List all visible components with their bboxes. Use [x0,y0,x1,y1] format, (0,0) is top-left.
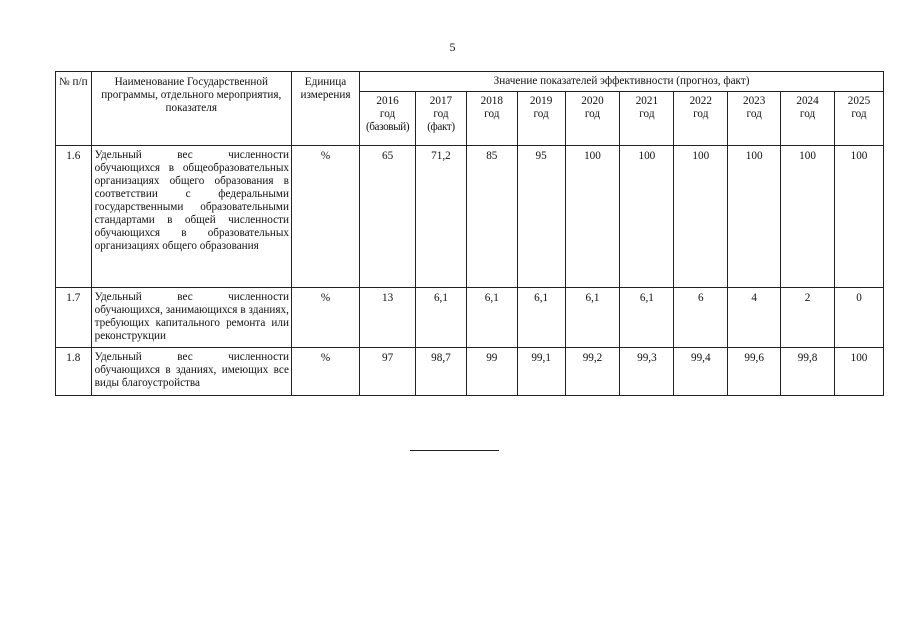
row-value: 13 [360,288,416,348]
header-year-unit: год [746,108,762,120]
table-row [56,146,884,288]
header-year-year: 2018 [480,95,503,107]
row-value: 6,1 [466,288,517,348]
page-number: 5 [449,40,456,54]
row-name: Удельный вес численности обучающихся в зданиях, имеющих все виды благоустройства [91,348,291,396]
header-year-note: (факт) [427,121,455,133]
header-year-unit: год [433,108,449,120]
end-divider [410,450,499,451]
row-value: 65 [360,146,416,288]
header-year-unit: год [584,108,601,120]
row-value: 99,2 [565,348,620,396]
row-value: 85 [466,146,517,288]
header-year-year: 2016 [376,95,399,107]
header-year-5 [620,92,674,146]
row-num: 1.8 [56,348,92,396]
row-value: 99,3 [620,348,674,396]
header-year-4 [565,92,620,146]
row-value: 95 [517,146,565,288]
header-unit: Единица измерения [291,72,359,146]
row-value: 71,2 [416,146,467,288]
header-year-unit: год [639,108,655,120]
header-year-year: 2019 [529,95,553,107]
row-value: 6,1 [517,288,565,348]
header-year-0 [360,92,416,146]
row-value: 100 [728,146,781,288]
header-year-8 [781,92,835,146]
header-year-unit: год [851,108,867,120]
header-year-year: 2020 [581,95,604,107]
table-row [56,288,884,348]
row-value: 4 [728,288,781,348]
row-num: 1.6 [56,146,92,288]
row-value: 100 [565,146,620,288]
table-row [56,348,884,396]
row-value: 99,4 [674,348,728,396]
row-value: 99,6 [728,348,781,396]
header-year-year: 2023 [742,95,766,107]
header-row-top [56,72,884,92]
row-value: 100 [834,348,883,396]
row-value: 98,7 [416,348,467,396]
header-values-group: Значение показателей эффективности (прогноз, факт) [360,72,884,92]
row-unit: % [291,348,359,396]
header-num: № п/п [56,72,92,146]
header-year-year: 2021 [635,95,659,107]
header-year-unit: год [799,108,816,120]
row-unit: % [291,146,359,288]
row-unit: % [291,288,359,348]
table-body [56,146,884,396]
header-year-year: 2022 [689,95,712,107]
header-year-unit: год [533,108,549,120]
row-value: 100 [781,146,835,288]
header-year-unit: год [693,108,709,120]
header-year-note: (базовый) [365,121,410,133]
header-year-2 [466,92,517,146]
row-value: 6,1 [416,288,467,348]
header-year-1 [416,92,467,146]
row-value: 97 [360,348,416,396]
row-value: 0 [834,288,883,348]
row-value: 6,1 [565,288,620,348]
row-value: 100 [674,146,728,288]
row-value: 99,8 [781,348,835,396]
header-year-unit: год [484,108,500,120]
row-value: 6,1 [620,288,674,348]
header-year-year: 2024 [796,95,819,107]
row-name: Удельный вес численности обучающихся в общеобразовательных организациях общего образования в соответствии с федеральными государственными образовательными стандартами в общей численности обучающихся в образовательных организациях общего образования [91,146,291,288]
header-year-year: 2025 [847,95,871,107]
row-value: 2 [781,288,835,348]
indicators-table [55,71,884,396]
header-year-7 [728,92,781,146]
header-year-unit: год [379,108,396,120]
header-name: Наименование Государственной программы, отдельного мероприятия, показателя [91,72,291,146]
header-year-3 [517,92,565,146]
row-value: 100 [620,146,674,288]
row-name: Удельный вес численности обучающихся, занимающихся в зданиях, требующих капитального ремонта или реконструкции [91,288,291,348]
row-value: 99,1 [517,348,565,396]
row-value: 100 [834,146,883,288]
header-year-6 [674,92,728,146]
row-value: 6 [674,288,728,348]
row-num: 1.7 [56,288,92,348]
header-year-9 [834,92,883,146]
header-year-year: 2017 [429,95,453,107]
row-value: 99 [466,348,517,396]
